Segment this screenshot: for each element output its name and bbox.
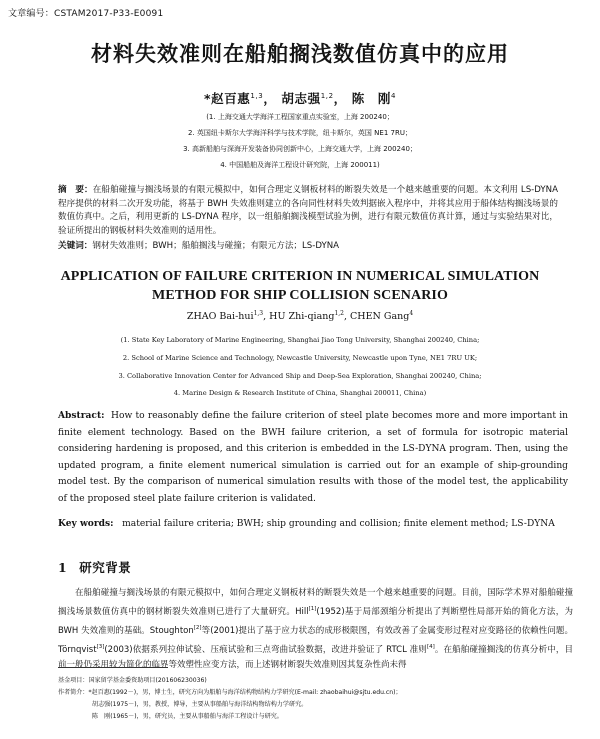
title-english-line-1: APPLICATION OF FAILURE CRITERION IN NUMERICAL SIMULATION — [60, 269, 540, 284]
title-english-line-2: METHOD FOR SHIP COLLISION SCENARIO — [152, 288, 448, 303]
abstract-chinese — [58, 184, 558, 238]
authors-english: ZHAO Bai-hui$^{1,3}$, HU Zhi-qiang$^{1,2}$, CHEN Gang$^4$ — [186, 310, 414, 323]
keywords-chinese — [58, 240, 558, 254]
footnote-author-1: 作者简介：*赵百惠(1992－)，男，博士生，研究方向为船舶与海洋结构物结构力学研究(E-mail: zhaobaihui@sjtu.edu.cn)； — [58, 689, 402, 696]
footnote-divider — [58, 667, 168, 668]
keywords-cn-text: 钢材失效准则；BWH；船舶搁浅与碰撞；有限元方法；LS-DYNA — [92, 241, 340, 251]
section-title: 研究背景 — [79, 560, 132, 575]
affiliation-en-3: 3. Collaborative Innovation Center for Advanced Ship and Deep-Sea Exploration, Shanghai 200240, China; — [118, 372, 482, 380]
section-heading — [58, 558, 131, 576]
citation-3: [3] — [96, 643, 105, 650]
abstract-en-label: Abstract: — [58, 410, 105, 421]
affiliation-en-4: 4. Marine Design & Research Institute of China, Shanghai 200011, China) — [173, 389, 427, 397]
affiliation-en-2: 2. School of Marine Science and Technology, Newcastle University, Newcastle upon Tyne, NE1 7RU UK; — [122, 354, 478, 362]
footnote-funding: 基金项目：国家留学基金委资助项目(201606230036) — [58, 677, 207, 684]
affiliation-cn-4: 4. 中国船舶及海洋工程设计研究院，上海 200011) — [220, 161, 380, 169]
affiliation-en-1: (1. State Key Laboratory of Marine Engineering, Shanghai Jiao Tong University, Shanghai 200240, China; — [120, 336, 480, 344]
author-cn-1: *赵百惠$^{1,3}$ — [203, 91, 264, 106]
author-cn-3: 陈 刚$^4$ — [351, 91, 397, 106]
section-number: 1 — [58, 560, 68, 575]
keywords-english — [58, 516, 568, 533]
section-body: 在船舶碰撞与搁浅场景的有限元模拟中，如何合理定义钢板材料的断裂失效是一个越来越重要的问题。目前，国际学术界对船舶碰撞搁浅场景数值仿真中的钢材断裂失效准则已进行了大量研究。Hill[1](1952)基于局部颈缩分析提出了判断塑性局部开始的简化方法，为 BWH 失效准则的基础。Stoughton[2]等(2001)提出了基于应力状态的成形极限图，有效改善了金属变形过程对应变路径的依赖性问题。Törnqvist[3](2003)依据系列拉伸试验、压痕试验和三点弯曲试验数据，改进并验证了 RTCL 准则[4]。在船舶碰撞搁浅的仿真分析中，目前一般仍采用较为简化的临界等效塑性应变方法，而上述钢材断裂失效准则因其复杂性尚未得 — [58, 588, 573, 671]
article-code: 文章编号：CSTAM2017-P33-E0091 — [8, 9, 164, 19]
keywords-en-label: Key words: — [58, 518, 114, 529]
affiliation-cn-3: 3. 高新船舶与深海开发装备协同创新中心，上海交通大学，上海 200240； — [183, 145, 417, 153]
affiliation-cn-2: 2. 英国纽卡斯尔大学海洋科学与技术学院，纽卡斯尔，英国 NE1 7RU； — [188, 129, 412, 137]
affiliation-cn-1: (1. 上海交通大学海洋工程国家重点实验室，上海 200240； — [206, 113, 394, 121]
footnote-author-3: 陈 刚(1965－)，男，研究员，主要从事船舶与海洋工程设计与研究。 — [92, 713, 283, 720]
author-en-2: HU Zhi-qiang$^{1,2}$ — [269, 310, 344, 323]
citation-4: [4] — [426, 643, 435, 650]
keywords-en-text: material failure criteria; BWH; ship grounding and collision; finite element method; LS-DYNA — [122, 519, 555, 529]
citation-2: [2] — [193, 624, 202, 631]
abstract-cn-label: 摘 要： — [58, 185, 93, 195]
footnote-author-2: 胡志强(1975－)，男，教授，博导，主要从事船舶与海洋结构物结构力学研究。 — [92, 701, 308, 708]
author-en-1: ZHAO Bai-hui$^{1,3}$ — [186, 310, 264, 323]
author-en-3: CHEN Gang$^4$ — [350, 310, 414, 323]
author-cn-2: 胡志强$^{1,2}$ — [281, 91, 334, 106]
keywords-cn-label: 关键词： — [58, 241, 93, 251]
abstract-en-text: How to reasonably define the failure criterion of steel plate becomes more and more important in finite element technology. Based on the BWH failure criterion, a set of formula for isotropic material considering hardening is proposed, and this criterion is embedded in the LS-DYNA program. Then, using the updated program, a finite element numerical simulation is carried out for an example of ship-grounding model test. By the comparison of numerical simulation results with those of the model test, the applicability of the proposed steel plate failure criterion is validated. — [58, 411, 568, 504]
title-chinese: 材料失效准则在船舶搁浅数值仿真中的应用 — [91, 42, 509, 66]
citation-1: [1] — [308, 606, 317, 612]
abstract-english — [58, 408, 568, 507]
authors-chinese: *赵百惠$^{1,3}$， 胡志强$^{1,2}$， 陈 刚$^4$ — [203, 91, 397, 106]
abstract-cn-text: 在船舶碰撞与搁浅场景的有限元模拟中，如何合理定义钢板材料的断裂失效是一个越来越重要的问题。本文利用 LS-DYNA 程序提供的材料二次开发功能，将基于 BWH 失效准则建立的各向同性材料失效判据嵌入程序中，并将其应用于船体结构搁浅场景的数值仿真中。之后，利用更新的 LS-DYNA 程序，以一组船舶搁浅模型试验为例，进行有限元数值仿真计算，通过与实验结果对比，验证所提出的钢板材料失效准则的适用性。 — [58, 185, 558, 236]
